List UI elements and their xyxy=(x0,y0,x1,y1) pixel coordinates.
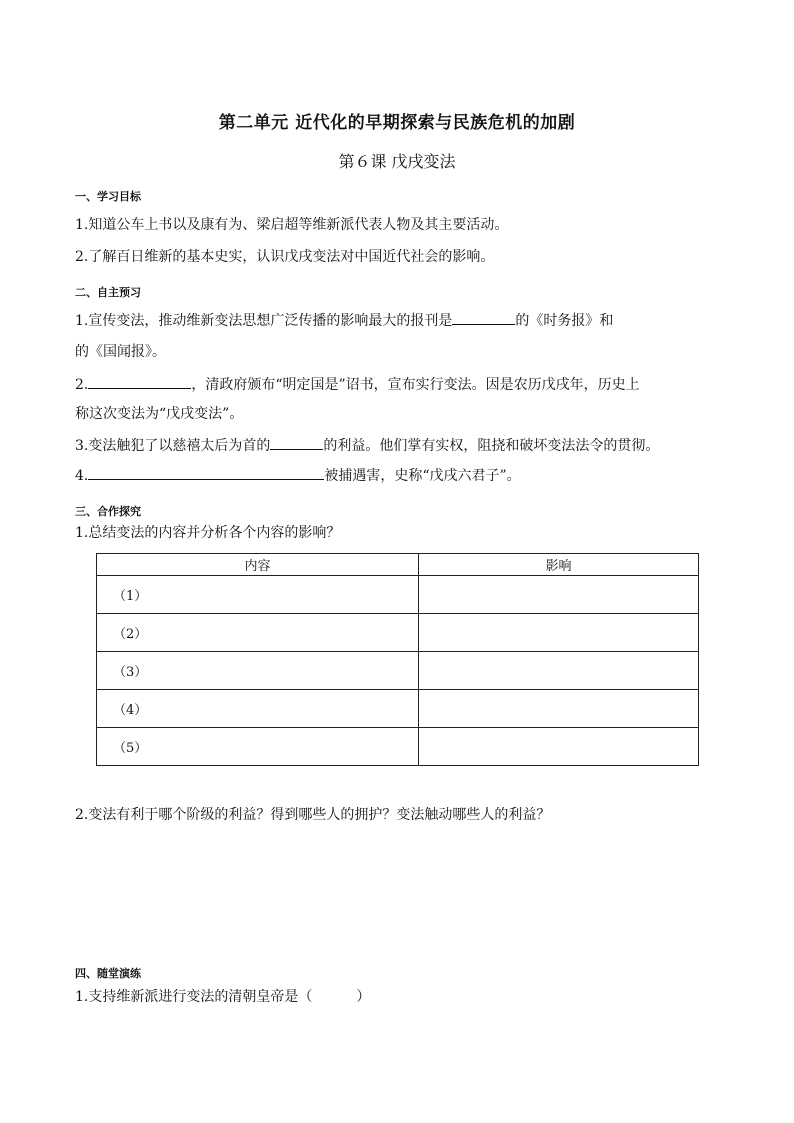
table-cell-content[interactable]: （4） xyxy=(97,690,419,728)
table-row xyxy=(97,576,699,614)
preview-q1-text-a: 1.宣传变法，推动维新变法思想广泛传播的影响最大的报刊是 xyxy=(75,313,453,329)
explore-question-2: 2.变法有利于哪个阶级的利益？得到哪些人的拥护？变法触动哪些人的利益？ xyxy=(75,807,551,823)
table-header-row xyxy=(97,554,699,576)
table-cell-content[interactable]: （5） xyxy=(97,728,419,766)
unit-title: 第二单元 近代化的早期探索与民族危机的加剧 xyxy=(218,113,576,133)
preview-q4-number: 4. xyxy=(75,468,89,484)
preview-q3-text-a: 3.变法触犯了以慈禧太后为首的 xyxy=(75,438,271,454)
explore-question-1: 1.总结变法的内容并分析各个内容的影响？ xyxy=(75,525,341,541)
preview-question-1 xyxy=(75,310,613,331)
section-heading-practice: 四、随堂演练 xyxy=(75,967,141,980)
table-cell-impact[interactable] xyxy=(419,728,699,766)
goal-item-1: 1.知道公车上书以及康有为、梁启超等维新派代表人物及其主要活动。 xyxy=(75,217,509,233)
table-cell-impact[interactable] xyxy=(419,576,699,614)
goal-item-2: 2.了解百日维新的基本史实，认识戊戌变法对中国近代社会的影响。 xyxy=(75,249,495,265)
practice-q1-text: 1.支持维新派进行变法的清朝皇帝是（ xyxy=(75,989,313,1005)
table-row xyxy=(97,728,699,766)
section-heading-explore: 三、合作探究 xyxy=(75,505,141,518)
lesson-title: 第６课 戊戌变法 xyxy=(338,152,456,171)
section-heading-goals: 一、学习目标 xyxy=(75,190,141,203)
table-cell-content[interactable]: （2） xyxy=(97,614,419,652)
table-row xyxy=(97,652,699,690)
answer-blank[interactable] xyxy=(270,435,323,450)
preview-question-2 xyxy=(75,374,640,395)
table-cell-impact[interactable] xyxy=(419,614,699,652)
content-impact-table xyxy=(96,553,699,766)
table-row xyxy=(97,614,699,652)
preview-q4-text: 被捕遇害，史称“戊戌六君子”。 xyxy=(324,468,521,484)
preview-q2-number: 2. xyxy=(75,377,89,393)
preview-question-1-line-2: 的《国闻报》。 xyxy=(75,344,166,360)
answer-blank[interactable] xyxy=(88,374,191,389)
preview-question-4 xyxy=(75,465,521,486)
table-cell-content[interactable]: （1） xyxy=(97,576,419,614)
practice-question-1 xyxy=(75,987,370,1007)
preview-q3-text-b: 的利益。他们掌有实权，阻挠和破坏变法法令的贯彻。 xyxy=(323,438,660,454)
table-cell-impact[interactable] xyxy=(419,690,699,728)
preview-question-2-line-2: 称这次变法为“戊戌变法”。 xyxy=(75,406,244,422)
practice-q1-close: ） xyxy=(356,989,371,1005)
answer-blank[interactable] xyxy=(88,465,324,480)
preview-q2-text: ，清政府颁布“明定国是”诏书，宣布实行变法。因是农历戊戌年，历史上 xyxy=(191,377,640,393)
answer-blank[interactable] xyxy=(452,310,515,325)
section-heading-preview: 二、自主预习 xyxy=(75,286,141,299)
table-header-content: 内容 xyxy=(97,554,419,576)
table-row xyxy=(97,690,699,728)
table-cell-impact[interactable] xyxy=(419,652,699,690)
table-header-impact: 影响 xyxy=(419,554,699,576)
preview-question-3 xyxy=(75,435,659,456)
table-cell-content[interactable]: （3） xyxy=(97,652,419,690)
preview-q1-text-b: 的《时务报》和 xyxy=(515,313,614,329)
